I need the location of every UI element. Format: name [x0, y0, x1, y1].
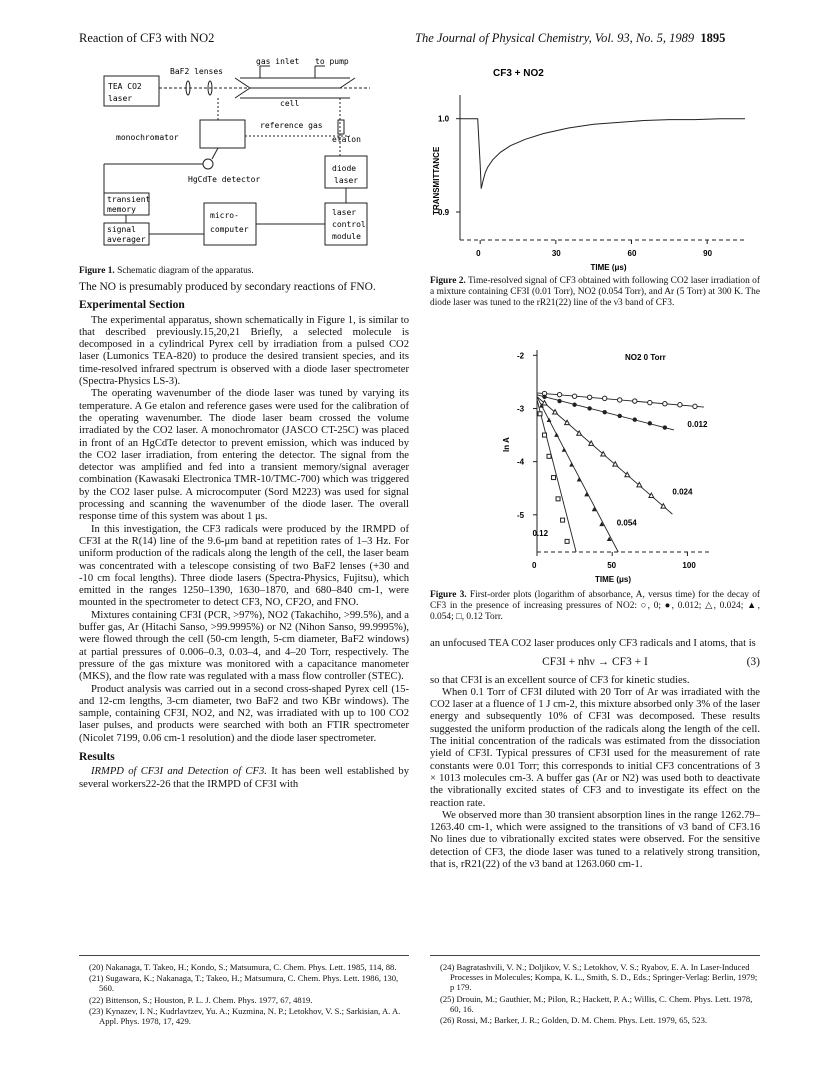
fig2-y-tick-label: 0.9 [438, 208, 450, 217]
footnote-right-2: (26) Rossi, M.; Barker, J. R.; Golden, D. M. Chem. Phys. Lett. 1979, 65, 523. [440, 1015, 708, 1026]
exp-paragraph-4: Mixtures containing CF3I (PCR, >97%), NO2 (Takachiho, >99.5%), and a buffer gas, Ar (Hitachi Sanso, >99.9995%) or N2 (Nihon Sanso, 99.9995%), were flowed through the cell (50-cm length, 5-cm diameter, BaF2 windows) at partial pressures of 0.006–0.3, 0.03–4, and 4–20 Torr, respectively. The pressure of the gas mixture was monitored with a capacitance manometer (MKS), and the flow rate was regulated with a mass flow controller (STEC). [79, 609, 409, 683]
fig3-point-0.012 [633, 417, 637, 421]
exp-paragraph-3: In this investigation, the CF3 radicals were produced by the IRMPD of CF3I at the R(14) line of the 9.6-μm band at repetition rates of 1–3 Hz. For uniform production of the radicals along the length of the cell, the laser beam was concentrated with a telescope consisting of two BaF2 lenses (+30 and -10 cm focal lengths). Three diode lasers (Spectra-Physics, Fujitsu), which emitted in the ranges 1250–1390, 1630–1870, and 680–840 cm-1, were mounted in the spectrometer to detect CF3, NO, CF2O, and FNO. [79, 523, 409, 609]
fig3-point-0.054 [577, 477, 582, 481]
baf2-lenses-label: BaF2 lenses [170, 67, 223, 76]
running-title: Reaction of CF3 with NO2 [79, 31, 215, 45]
fig3-point-0 [572, 394, 576, 398]
fig3-series-label-0.024: 0.024 [672, 487, 693, 497]
right-column [430, 638, 760, 871]
lcm-control-label: control [332, 220, 366, 229]
fig3-point-0 [693, 404, 697, 408]
fig2-signal-trace [460, 119, 745, 189]
fig3-point-0.012 [618, 414, 622, 418]
fig3-point-0 [663, 401, 667, 405]
fig2-y-tick-label: 1.0 [438, 114, 450, 124]
exp-paragraph-1: The experimental apparatus, shown schematically in Figure 1, is similar to that described previously.15,20,21 Briefly, a selected molecule is decomposed in a cylindrical Pyrex cell by irradiation from a pulsed CO2 laser (Lumonics TEA-820) to produce the desired transient species, and its time-resolved infrared spectrum is observed with a diode laser spectrometer (Spectra-Physics LS-3). [79, 314, 409, 388]
figure-3-caption: Figure 3. First-order plots (logarithm of absorbance, A, versus time) for the decay of CF3 in the presence of increasing pressures of NO2: ○, 0; ●, 0.012; △, 0.024; ▲, 0.054; □, 0.12 Torr. [430, 590, 761, 622]
footnote-right-1: (25) Drouin, M.; Gauthier, M.; Pilon, R.; Hackett, P. A.; Willis, C. Chem. Phys. Lett. 1978, 60, 16. [440, 993, 753, 1014]
fig3-point-0.012 [542, 395, 546, 399]
fig3-point-0.054 [547, 418, 552, 422]
left-column [79, 279, 409, 791]
fig3-x-tick-label: 50 [607, 561, 617, 570]
signal-label: signal [107, 225, 136, 234]
footnote-left-1: (21) Sugawara, K.; Nakanaga, T.; Takeo, H.; Matsumura, C. Chem. Phys. Lett. 1986, 130, 560. [89, 973, 399, 994]
fig3-point-0 [602, 396, 606, 400]
fig3-series-label-0.012: 0.012 [687, 420, 708, 430]
results-heading: Results [79, 750, 115, 763]
gas-inlet-label: gas inlet [256, 58, 300, 66]
fig3-point-0.012 [557, 399, 561, 403]
exp-paragraph-5: Product analysis was carried out in a second cross-shaped Pyrex cell (15- and 12-cm lengths, 3-cm diameter, two BaF2 and two KBr windows). The sample, containing CF3I, NO2, and N2, was irradiated with up to 100 CO2 laser pulses, and products were searched with both an FTIR spectrometer (Nicolet 7199, 0.06 cm-1 resolution) and the diode laser spectrometer. [79, 683, 409, 744]
fig2-title: CF3 + NO2 [493, 68, 544, 79]
fig3-point-0.12 [552, 476, 556, 480]
fig2-x-tick-label: 90 [703, 249, 713, 258]
fig3-ylabel: ln A [502, 437, 511, 452]
figure-2-caption: Figure 2. Time-resolved signal of CF3 obtained with following CO2 laser irradiation of a mixture containing CF3I (0.01 Torr), NO2 (0.054 Torr), and Ar (5 Torr) at 300 K. The diode laser was tuned to the rR21(22) line of the ν3 band of CF3. [430, 276, 760, 308]
footnote-right-0: (24) Bagratashvili, V. N.; Doljikov, V. S.; Letokhov, V. S.; Ryabov, E. A. In Laser-Induced Processes in Molecules; Kompa, K. L., Smith, S. D., Eds.; Springer-Verlag: Berlin, 1979; p 179. [440, 962, 758, 993]
fig3-point-0 [618, 398, 622, 402]
fig2-x-tick-label: 30 [551, 249, 561, 258]
fig3-point-0 [633, 399, 637, 403]
exp-paragraph-2: The operating wavenumber of the diode laser was tuned by varying its temperature. A Ge etalon and reference gases were used for the calibration of the operating wavenumber. The diode laser beam crossed the volume irradiated by the CO2 laser. A monochromator (JASCO CT-25C) was placed in front of an HgCdTe detector to prevent emission, which was induced by the CO2 laser irradiation, from entering the detector. The signal from the detector was amplified and fed into a transient memory/signal averager combination (Kawasaki Electronica TMR-10/TMC-700) which was triggered by the CO2 laser pulse. A microcomputer (Sord M223) was used for signal processing and scanning the wavenumber of the diode laser. The overall response time of this system was about 1 μs. [79, 388, 409, 523]
fig2-xlabel: TIME (μs) [590, 263, 627, 272]
cell-label: cell [280, 99, 300, 108]
diode-laser-label: laser [334, 176, 359, 185]
reference-gas-label: reference gas [260, 121, 323, 130]
figure-2-chart [425, 60, 755, 278]
micro-label: micro- [210, 211, 239, 220]
computer-label: computer [210, 225, 249, 234]
footnotes-right [440, 962, 760, 1026]
fig3-series-label-0.12: 0.12 [532, 529, 549, 539]
fig3-point-0.054 [554, 432, 559, 436]
results-paragraph-1: IRMPD of CF3I and Detection of CF3. It has been well established by several workers22-26 that the IRMPD of CF3I with [79, 766, 409, 790]
footnote-rule-right [430, 955, 760, 956]
fig3-point-0 [678, 403, 682, 407]
figure-3-chart [475, 340, 725, 585]
fig3-xlabel: TIME (μs) [595, 575, 632, 584]
fig3-point-0.024 [649, 493, 654, 497]
to-pump-label: to pump [315, 58, 349, 66]
footnote-rule-left [79, 955, 409, 956]
transient-label: transient [107, 195, 151, 204]
fig3-point-0.012 [587, 406, 591, 410]
fig3-point-0.12 [547, 454, 551, 458]
footnote-left-0: (20) Nakanaga, T. Takeo, H.; Kondo, S.; Matsumura, C. Chem. Phys. Lett. 1985, 114, 88. [89, 962, 397, 972]
fig3-point-0.054 [562, 447, 567, 451]
equation-3: CF3I + nhν → CF3 + I (3) [542, 656, 760, 669]
journal-citation: The Journal of Physical Chemistry, Vol. 93, No. 5, 1989 1895 [415, 31, 726, 45]
fig3-y-tick-label: -3 [517, 404, 525, 414]
fig3-point-0 [557, 392, 561, 396]
fig3-point-0 [648, 400, 652, 404]
fig3-point-0.012 [663, 425, 667, 429]
fig3-x-tick-label: 0 [532, 561, 537, 570]
experimental-heading: Experimental Section [79, 299, 185, 312]
fig3-point-0.12 [561, 518, 565, 522]
fig3-point-0 [587, 395, 591, 399]
fig2-ylabel: TRANSMITTANCE [432, 146, 441, 215]
fig3-point-0.012 [648, 421, 652, 425]
fig3-point-0.012 [572, 403, 576, 407]
right-paragraph-4: We observed more than 30 transient absorption lines in the range 1262.79–1263.40 cm-1, which were assigned to the transitions of ν3 band of CF3.16 No lines due to vibrationally excited states were observed. For the sensitive detection of CF3, the diode laser was tuned to a relatively strong transition, that is, rR21(22) of the ν3 band at 1263.060 cm-1. [430, 809, 760, 871]
fig3-y-tick-label: -4 [517, 457, 525, 467]
fig3-x-tick-label: 100 [682, 561, 696, 570]
hgcdte-detector-label: HgCdTe detector [188, 175, 261, 184]
footnotes-left [89, 962, 409, 1027]
averager-label: averager [107, 235, 146, 244]
lcm-module-label: module [332, 232, 361, 241]
fig2-x-tick-label: 60 [627, 249, 637, 258]
etalon-label: etalon [332, 135, 361, 144]
page-number: 1895 [700, 31, 726, 45]
intro-sentence: The NO is presumably produced by secondary reactions of FNO. [79, 281, 376, 293]
figure-1-caption: Figure 1. Schematic diagram of the apparatus. [79, 266, 254, 276]
tea-co2-label: TEA CO2 [108, 82, 142, 91]
fig3-y-tick-label: -5 [517, 510, 525, 520]
diode-label: diode [332, 164, 357, 173]
right-paragraph-2: so that CF3I is an excellent source of CF3 for kinetic studies. [430, 674, 690, 686]
lcm-laser-label: laser [332, 208, 357, 217]
right-paragraph-1: an unfocused TEA CO2 laser produces only CF3 radicals and I atoms, that is [430, 638, 756, 649]
fig3-series-label-0.054: 0.054 [616, 518, 637, 528]
memory-label: memory [107, 205, 136, 214]
laser-label: laser [108, 94, 133, 103]
right-paragraph-3: When 0.1 Torr of CF3I diluted with 20 Torr of Ar was irradiated with the CO2 laser at a fluence of 1 J cm-2, this mixture absorbed only 3% of the laser energy and subsequently 10% of CF3I was decomposed. These results suggested the uniform production of the radicals along the length of the cell. The initial concentration of the radicals was estimated from the dissociation yield of CF3I. Typical pressures of CF3I used for the measurement of rate constants were 0.01 Torr; this corresponds to initial CF3 concentrations of 3 × 1013 molecules cm-3. A buffer gas (Ar or N2) was used both to deactivate the vibrationally excited states of CF3 and to investigate its effect on the reaction rate. [430, 686, 760, 809]
fig3-legend-title: NO2 0 Torr [625, 353, 666, 362]
footnote-left-3: (23) Kynazev, I. N.; Kudrlavtzev, Yu. A.; Kuzmina, N. P.; Letokhov, V. S.; Sarkisian, A. A. Appl. Phys. 1978, 17, 429. [89, 1005, 401, 1027]
monochromator-label: monochromator [116, 133, 179, 142]
fig3-point-0.12 [538, 412, 542, 416]
fig3-point-0.024 [637, 482, 642, 486]
fig2-x-tick-label: 0 [476, 249, 481, 258]
fig3-point-0.12 [565, 539, 569, 543]
fig3-y-tick-label: -2 [517, 351, 525, 361]
equation-number: (3) [746, 656, 760, 669]
fig3-point-0.012 [602, 410, 606, 414]
footnote-left-2: (22) Bittenson, S.; Houston, P. L. J. Chem. Phys. 1977, 67, 4819. [89, 994, 313, 1005]
fig3-point-0.12 [543, 433, 547, 437]
fig3-point-0.054 [569, 462, 574, 466]
fig3-point-0.024 [613, 462, 618, 466]
apparatus-schematic [100, 58, 385, 263]
fig3-point-0.12 [556, 497, 560, 501]
